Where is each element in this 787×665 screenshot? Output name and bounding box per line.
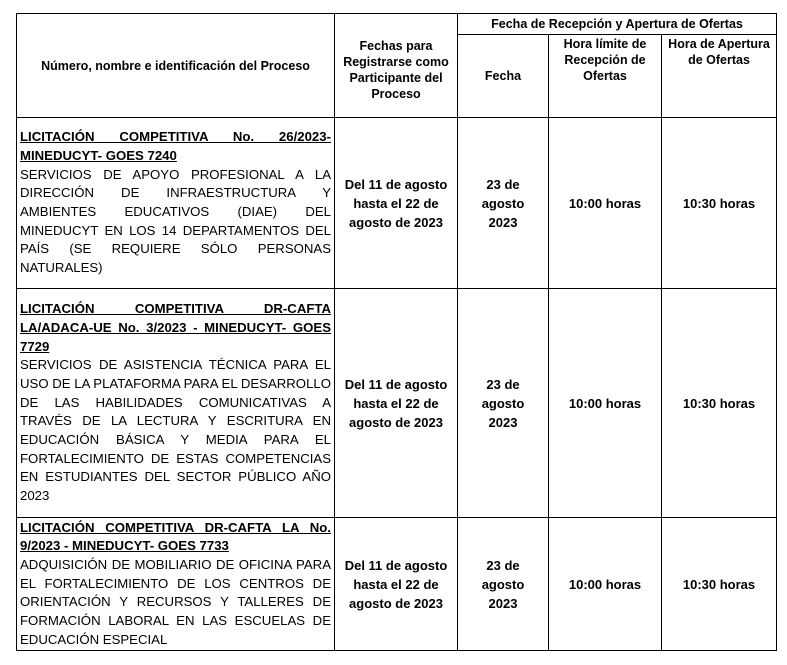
- opening-time: 10:30 horas: [662, 289, 777, 518]
- reception-date: 23 de agosto 2023: [458, 518, 549, 651]
- process-description: SERVICIOS DE APOYO PROFESIONAL A LA DIRECCIÓN DE INFRAESTRUCTURA Y AMBIENTES EDUCATIVOS (DIAE) DEL MINEDUCYT EN LOS 14 DEPARTAMENTOS DEL PAÍS (SE REQUIERE SÓLO PERSONAS NATURALES): [20, 166, 331, 276]
- process-title: LICITACIÓN COMPETITIVA DR-CAFTA LA No. 9/2023 - MINEDUCYT- GOES 7733: [20, 519, 331, 554]
- opening-time: 10:30 horas: [662, 518, 777, 651]
- header-registration: Fechas para Registrarse como Participante del Proceso: [335, 14, 458, 118]
- table-row: [17, 118, 777, 289]
- header-deadline: Hora límite de Recepción de Ofertas: [549, 35, 662, 118]
- process-title: LICITACIÓN COMPETITIVA No. 26/2023- MINEDUCYT- GOES 7240: [20, 129, 331, 163]
- reception-date: 23 de agosto 2023: [458, 289, 549, 518]
- process-description: SERVICIOS DE ASISTENCIA TÉCNICA PARA EL USO DE LA PLATAFORMA PARA EL DESARROLLO DE LAS HABILIDADES COMUNICATIVAS A TRAVÉS DE LA LECTURA Y ESCRITURA EN EDUCACIÓN BÁSICA Y MEDIA PARA EL FORTALECIMIENTO DE ESTAS COMPETENCIAS EN ESTUDIANTES DEL SECTOR PÚBLICO AÑO 2023: [20, 357, 331, 504]
- table-row: [17, 518, 777, 651]
- header-date: Fecha: [458, 35, 549, 118]
- process-cell: [17, 518, 335, 651]
- header-row-1: [17, 14, 777, 35]
- process-cell: [17, 289, 335, 518]
- header-process: Número, nombre e identificación del Proceso: [17, 14, 335, 118]
- table-row: [17, 289, 777, 518]
- registration-dates: Del 11 de agosto hasta el 22 de agosto de 2023: [335, 289, 458, 518]
- process-table: [16, 13, 777, 651]
- deadline-time: 10:00 horas: [549, 118, 662, 289]
- process-cell: [17, 118, 335, 289]
- process-title: LICITACIÓN COMPETITIVA DR-CAFTA LA/ADACA-UE No. 3/2023 - MINEDUCYT- GOES 7729: [20, 301, 331, 354]
- reception-date: 23 de agosto 2023: [458, 118, 549, 289]
- registration-dates: Del 11 de agosto hasta el 22 de agosto de 2023: [335, 118, 458, 289]
- header-opening: Hora de Apertura de Ofertas: [662, 35, 777, 118]
- deadline-time: 10:00 horas: [549, 518, 662, 651]
- header-reception-group: Fecha de Recepción y Apertura de Ofertas: [458, 14, 777, 35]
- process-description: ADQUISICIÓN DE MOBILIARIO DE OFICINA PARA EL FORTALECIMIENTO DE LOS CENTROS DE ORIENTACIÓN Y RECURSOS Y TALLERES DE FORMACIÓN LABORAL EN LAS ESCUELAS DE EDUCACIÓN ESPECIAL: [20, 556, 331, 647]
- opening-time: 10:30 horas: [662, 118, 777, 289]
- registration-dates: Del 11 de agosto hasta el 22 de agosto de 2023: [335, 518, 458, 651]
- deadline-time: 10:00 horas: [549, 289, 662, 518]
